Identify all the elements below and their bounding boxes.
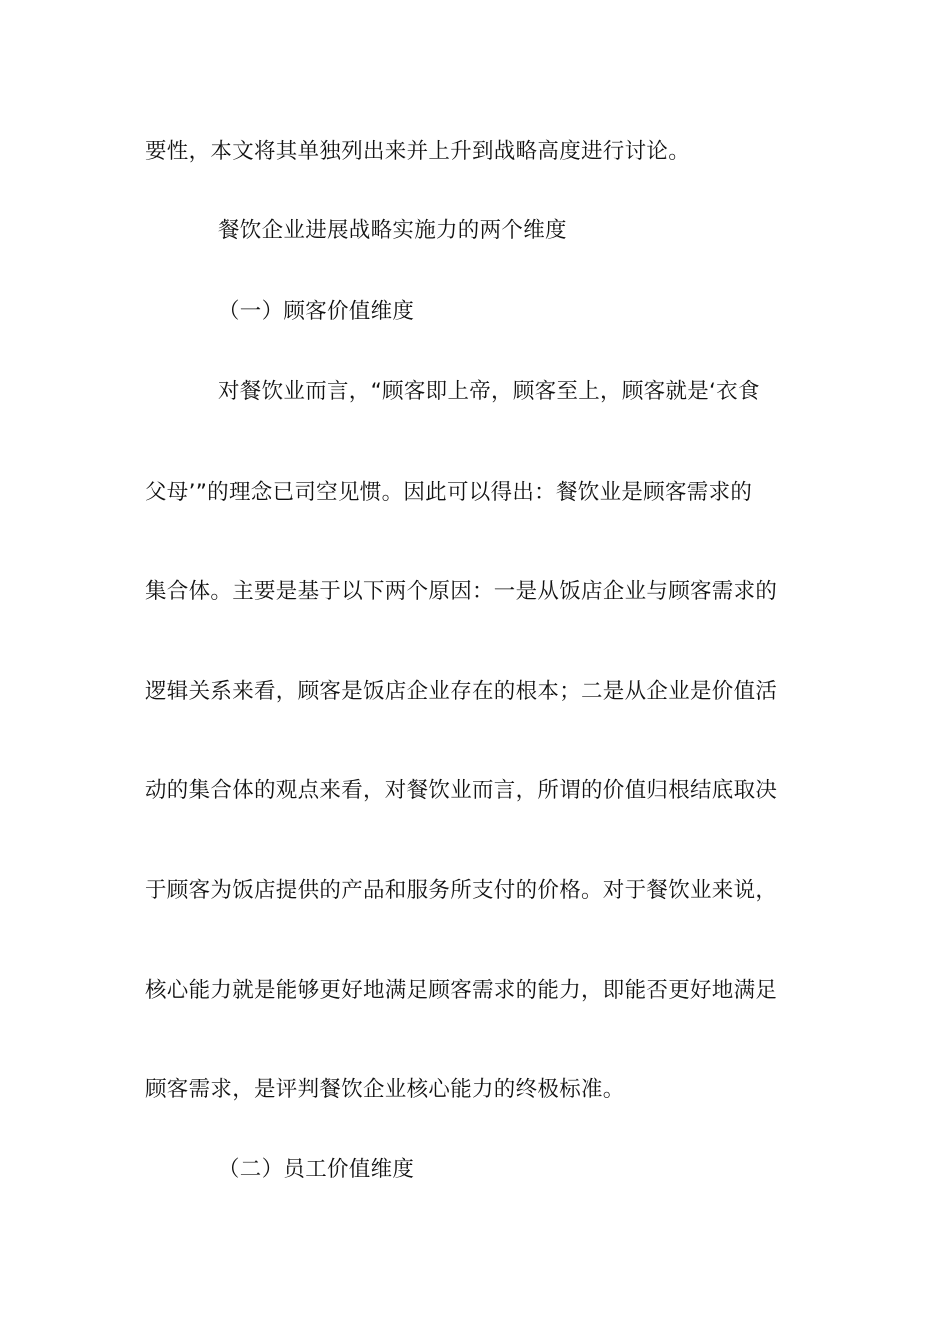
paragraph-line: 核心能力就是能够更好地满足顾客需求的能力，即能否更好地满足 (145, 978, 778, 1003)
paragraph-line: 动的集合体的观点来看，对餐饮业而言，所谓的价值归根结底取决 (145, 778, 778, 803)
subsection-heading-employee-value: （二）员工价值维度 (218, 1157, 415, 1182)
paragraph-line: 父母’”的理念已司空见惯。因此可以得出：餐饮业是顾客需求的 (145, 480, 753, 505)
paragraph-line: 于顾客为饭店提供的产品和服务所支付的价格。对于餐饮业来说， (145, 878, 778, 903)
section-heading: 餐饮企业进展战略实施力的两个维度 (218, 218, 567, 243)
paragraph-continuation-line: 要性，本文将其单独列出来并上升到战略高度进行讨论。 (145, 139, 691, 164)
paragraph-line: 顾客需求，是评判餐饮企业核心能力的终极标准。 (145, 1077, 625, 1102)
paragraph-line: 集合体。主要是基于以下两个原因：一是从饭店企业与顾客需求的 (145, 579, 778, 604)
subsection-heading-customer-value: （一）顾客价值维度 (218, 299, 415, 324)
paragraph-line: 对餐饮业而言，“顾客即上帝，顾客至上，顾客就是‘衣食 (218, 379, 760, 404)
paragraph-line: 逻辑关系来看，顾客是饭店企业存在的根本；二是从企业是价值活 (145, 679, 778, 704)
